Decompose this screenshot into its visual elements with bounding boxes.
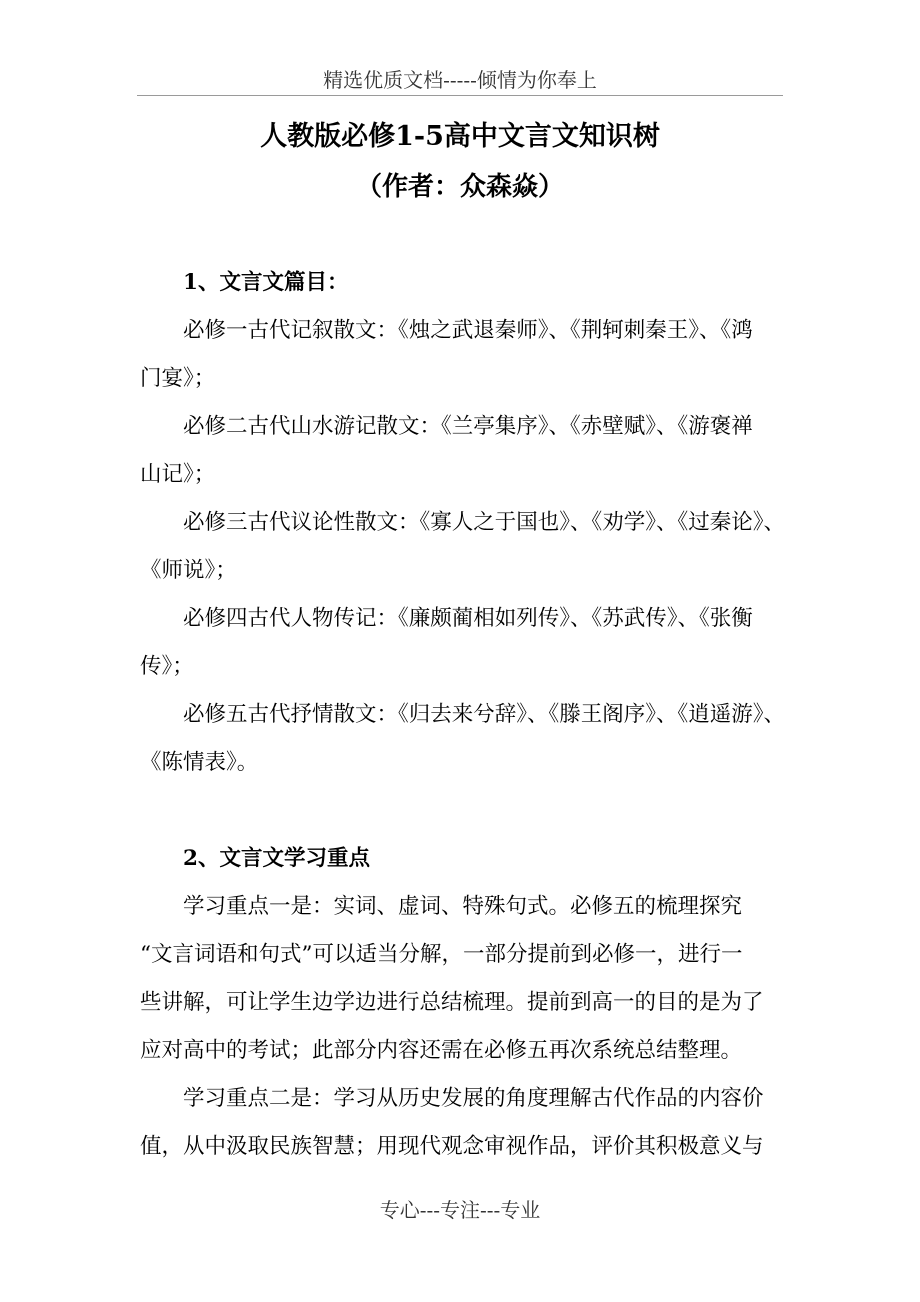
- paragraph-line: 学习重点一是：实词、虚词、特殊句式。必修五的梳理探究: [183, 894, 743, 919]
- paragraph: [140, 691, 840, 787]
- blank-line: [140, 787, 840, 835]
- paragraph-line: 必修五古代抒情散文：《归去来兮辞》、《滕王阁序》、《逍遥游》、: [183, 702, 786, 727]
- section-text-list: [140, 259, 840, 787]
- paragraph: [140, 1075, 840, 1171]
- document-body: [140, 259, 840, 1171]
- paragraph-line: 必修三古代议论性散文：《寡人之于国也》、《劝学》、《过秦论》、: [183, 510, 786, 535]
- header-rule: [137, 95, 783, 96]
- header-text: 精选优质文档-----倾情为你奉上: [323, 68, 597, 92]
- section-study-focus: [140, 835, 840, 1171]
- paragraph: [140, 307, 840, 403]
- paragraph-line: 必修二古代山水游记散文：《兰亭集序》、《赤壁赋》、《游褒禅: [183, 414, 753, 439]
- paragraph-line: 《师说》；: [140, 558, 237, 583]
- paragraph-line: 必修一古代记叙散文：《烛之武退秦师》、《荆轲刺秦王》、《鸿: [183, 318, 753, 343]
- page-footer: 专心---专注---专业: [379, 1198, 541, 1222]
- section-heading: 2、文言文学习重点: [183, 846, 370, 871]
- paragraph-line: “文言词语和句式”可以适当分解，一部分提前到必修一，进行一: [140, 942, 743, 967]
- paragraph-line: 学习重点二是：学习从历史发展的角度理解古代作品的内容价: [183, 1086, 764, 1111]
- section-heading: 1、文言文篇目：: [183, 270, 349, 295]
- document-author: （作者：众森焱）: [355, 172, 564, 202]
- paragraph: [140, 883, 840, 1075]
- paragraph: [140, 499, 840, 595]
- paragraph-line: 必修四古代人物传记：《廉颇蔺相如列传》、《苏武传》、《张衡: [183, 606, 753, 631]
- paragraph: [140, 403, 840, 499]
- paragraph-line: 门宴》；: [140, 366, 216, 391]
- paragraph-line: 传》；: [140, 654, 194, 679]
- paragraph-line: 些讲解，可让学生边学边进行总结梳理。提前到高一的目的是为了: [140, 990, 764, 1015]
- paragraph-line: 应对高中的考试；此部分内容还需在必修五再次系统总结整理。: [140, 1038, 743, 1063]
- paragraph-line: 值，从中汲取民族智慧；用现代观念审视作品，评价其积极意义与: [140, 1134, 764, 1159]
- paragraph: [140, 595, 840, 691]
- paragraph-line: 山记》；: [140, 462, 216, 487]
- paragraph-line: 《陈情表》。: [140, 750, 259, 775]
- document-title: 人教版必修1-5高中文言文知识树: [260, 121, 660, 152]
